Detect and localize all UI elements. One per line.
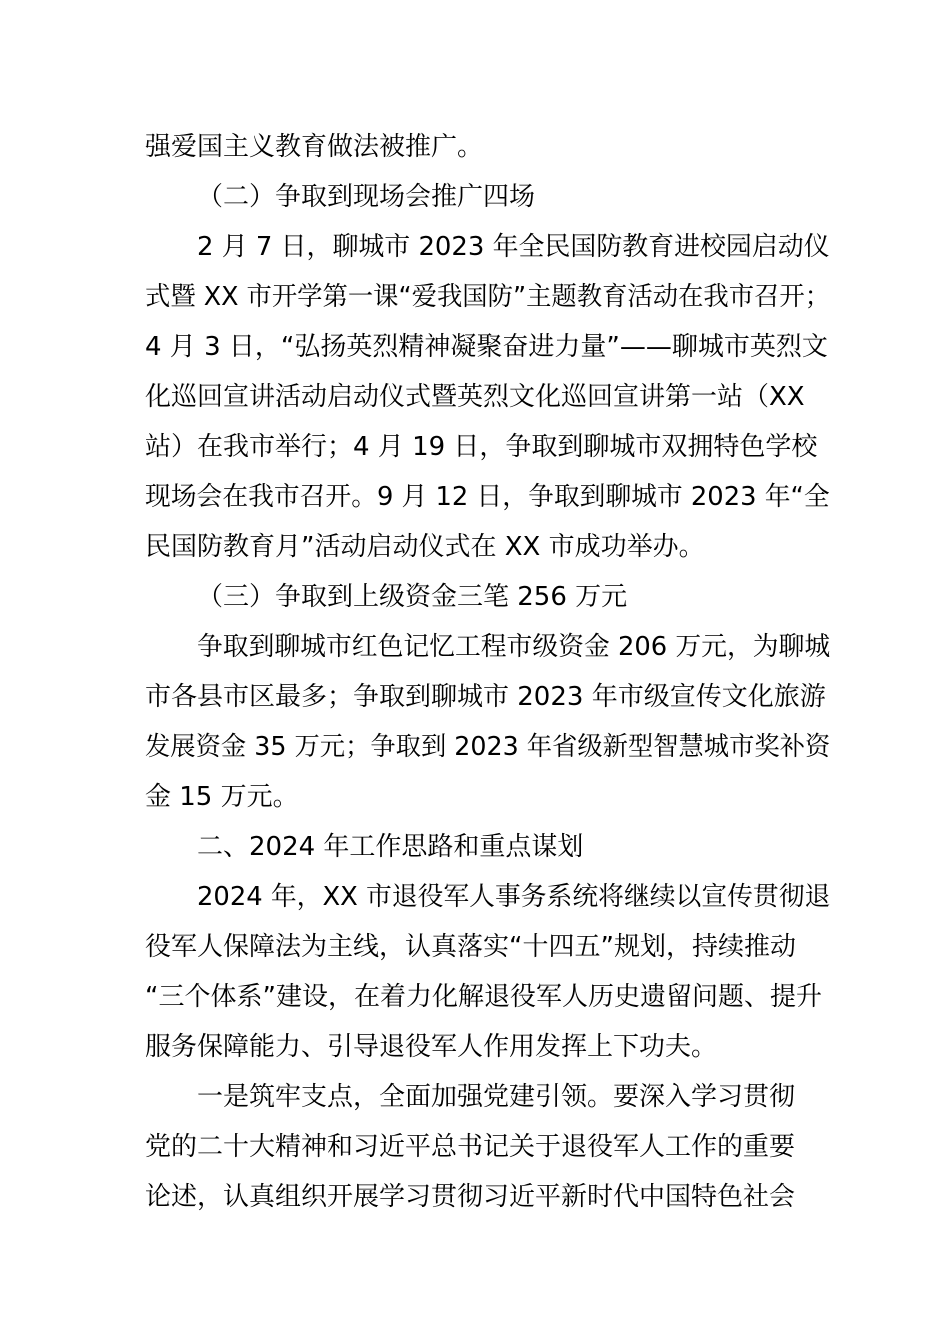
text-line: 现场会在我市召开。9 月 12 日，争取到聊城市 2023 年“全 [145,482,830,512]
text-line: 4 月 3 日，“弘扬英烈精神凝聚奋进力量”——聊城市英烈文 [145,332,828,362]
text-line: 民国防教育月”活动启动仪式在 XX 市成功举办。 [145,532,705,562]
text-line: 市各县市区最多；争取到聊城市 2023 年市级宣传文化旅游 [145,682,826,712]
text-line: “三个体系”建设，在着力化解退役军人历史遗留问题、提升 [145,982,822,1012]
text-line: 2 月 7 日，聊城市 2023 年全民国防教育进校园启动仪 [197,232,830,262]
text-line: 争取到聊城市红色记忆工程市级资金 206 万元，为聊城 [197,632,831,662]
text-line: 式暨 XX 市开学第一课“爱我国防”主题教育活动在我市召开； [145,282,831,312]
text-line: 2024 年，XX 市退役军人事务系统将继续以宣传贯彻退 [197,882,831,912]
text-line: 强爱国主义教育做法被推广。 [145,132,484,162]
text-line: 金 15 万元。 [145,782,299,812]
text-line: 站）在我市举行；4 月 19 日，争取到聊城市双拥特色学校 [145,432,818,462]
text-line: 役军人保障法为主线，认真落实“十四五”规划，持续推动 [145,932,796,962]
text-line: 化巡回宣讲活动启动仪式暨英烈文化巡回宣讲第一站（XX [145,382,805,412]
text-line: 服务保障能力、引导退役军人作用发挥上下功夫。 [145,1032,718,1062]
text-line: 一是筑牢支点，全面加强党建引领。要深入学习贯彻 [197,1082,796,1112]
section-heading: 二、2024 年工作思路和重点谋划 [197,832,584,862]
section-heading: （二）争取到现场会推广四场 [197,182,536,212]
section-heading: （三）争取到上级资金三笔 256 万元 [197,582,628,612]
text-line: 党的二十大精神和习近平总书记关于退役军人工作的重要 [145,1132,796,1162]
text-line: 发展资金 35 万元；争取到 2023 年省级新型智慧城市奖补资 [145,732,831,762]
text-line: 论述，认真组织开展学习贯彻习近平新时代中国特色社会 [145,1182,796,1212]
